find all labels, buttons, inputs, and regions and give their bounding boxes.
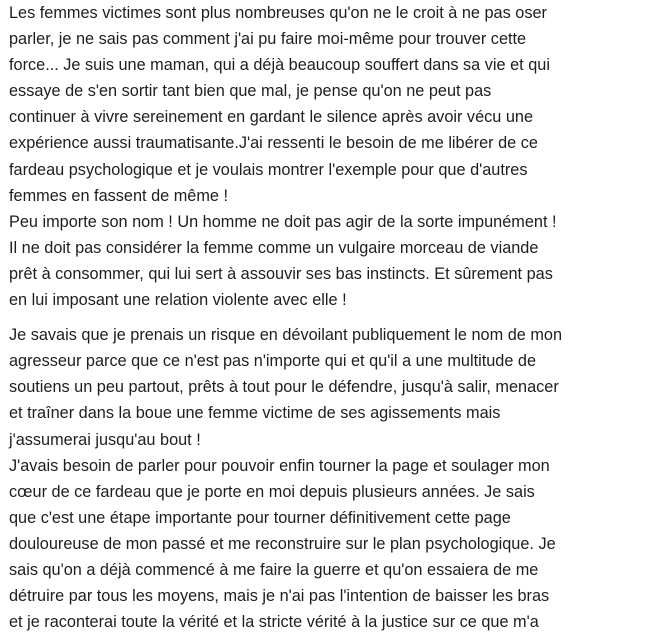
text-line: parler, je ne sais pas comment j'ai pu faire moi-même pour trouver cette: [9, 30, 527, 49]
text-line: fardeau psychologique et je voulais montrer l'exemple pour que d'autres: [9, 160, 528, 179]
text-line: continuer à vivre sereinement en gardant le silence après avoir vécu une: [9, 108, 534, 127]
text-line: femmes en fassent de même !: [9, 186, 228, 205]
text-line: j'assumerai jusqu'au bout !: [9, 430, 201, 449]
paragraph-spacer: [9, 313, 661, 322]
text-line: agresseur parce que ce n'est pas n'importe qui et qu'il a une multitude de: [9, 352, 537, 371]
text-line: expérience aussi traumatisante.J'ai ressenti le besoin de me libérer de ce: [9, 134, 538, 153]
text-line: J'avais besoin de parler pour pouvoir enfin tourner la page et soulager mon: [9, 456, 550, 475]
paragraph-1: [9, 0, 661, 313]
text-line: prêt à consommer, qui lui sert à assouvir ses bas instincts. Et sûrement pas: [9, 264, 553, 283]
text-line: douloureuse de mon passé et me reconstruire sur le plan psychologique. Je: [9, 534, 556, 553]
text-line: Les femmes victimes sont plus nombreuses qu'on ne le croit à ne pas oser: [9, 4, 547, 22]
text-line: en lui imposant une relation violente avec elle !: [9, 291, 347, 310]
text-line: force... Je suis une maman, qui a déjà beaucoup souffert dans sa vie et qui: [9, 56, 550, 75]
text-line: Je savais que je prenais un risque en dévoilant publiquement le nom de mon: [9, 326, 563, 345]
text-line: détruire par tous les moyens, mais je n'ai pas l'intention de baisser les bras: [9, 587, 550, 606]
text-line: Il ne doit pas considérer la femme comme un vulgaire morceau de viande: [9, 238, 539, 257]
text-line: et je raconterai toute la vérité et la stricte vérité à la justice sur ce que m'a: [9, 613, 539, 632]
text-line: sais qu'on a déjà commencé à me faire la guerre et qu'on essaiera de me: [9, 560, 539, 579]
text-line: Peu importe son nom ! Un homme ne doit pas agir de la sorte impunément !: [9, 212, 557, 231]
text-line: soutiens un peu partout, prêts à tout pour le défendre, jusqu'à salir, menacer: [9, 378, 559, 397]
paragraph-2: [9, 322, 661, 635]
text-line: essaye de s'en sortir tant bien que mal, je pense qu'on ne peut pas: [9, 82, 492, 101]
text-line: et traîner dans la boue une femme victime de ses agissements mais: [9, 404, 501, 423]
text-line: que c'est une étape importante pour tourner définitivement cette page: [9, 508, 511, 527]
text-line: cœur de ce fardeau que je porte en moi depuis plusieurs années. Je sais: [9, 482, 535, 501]
post-body: [9, 0, 661, 635]
